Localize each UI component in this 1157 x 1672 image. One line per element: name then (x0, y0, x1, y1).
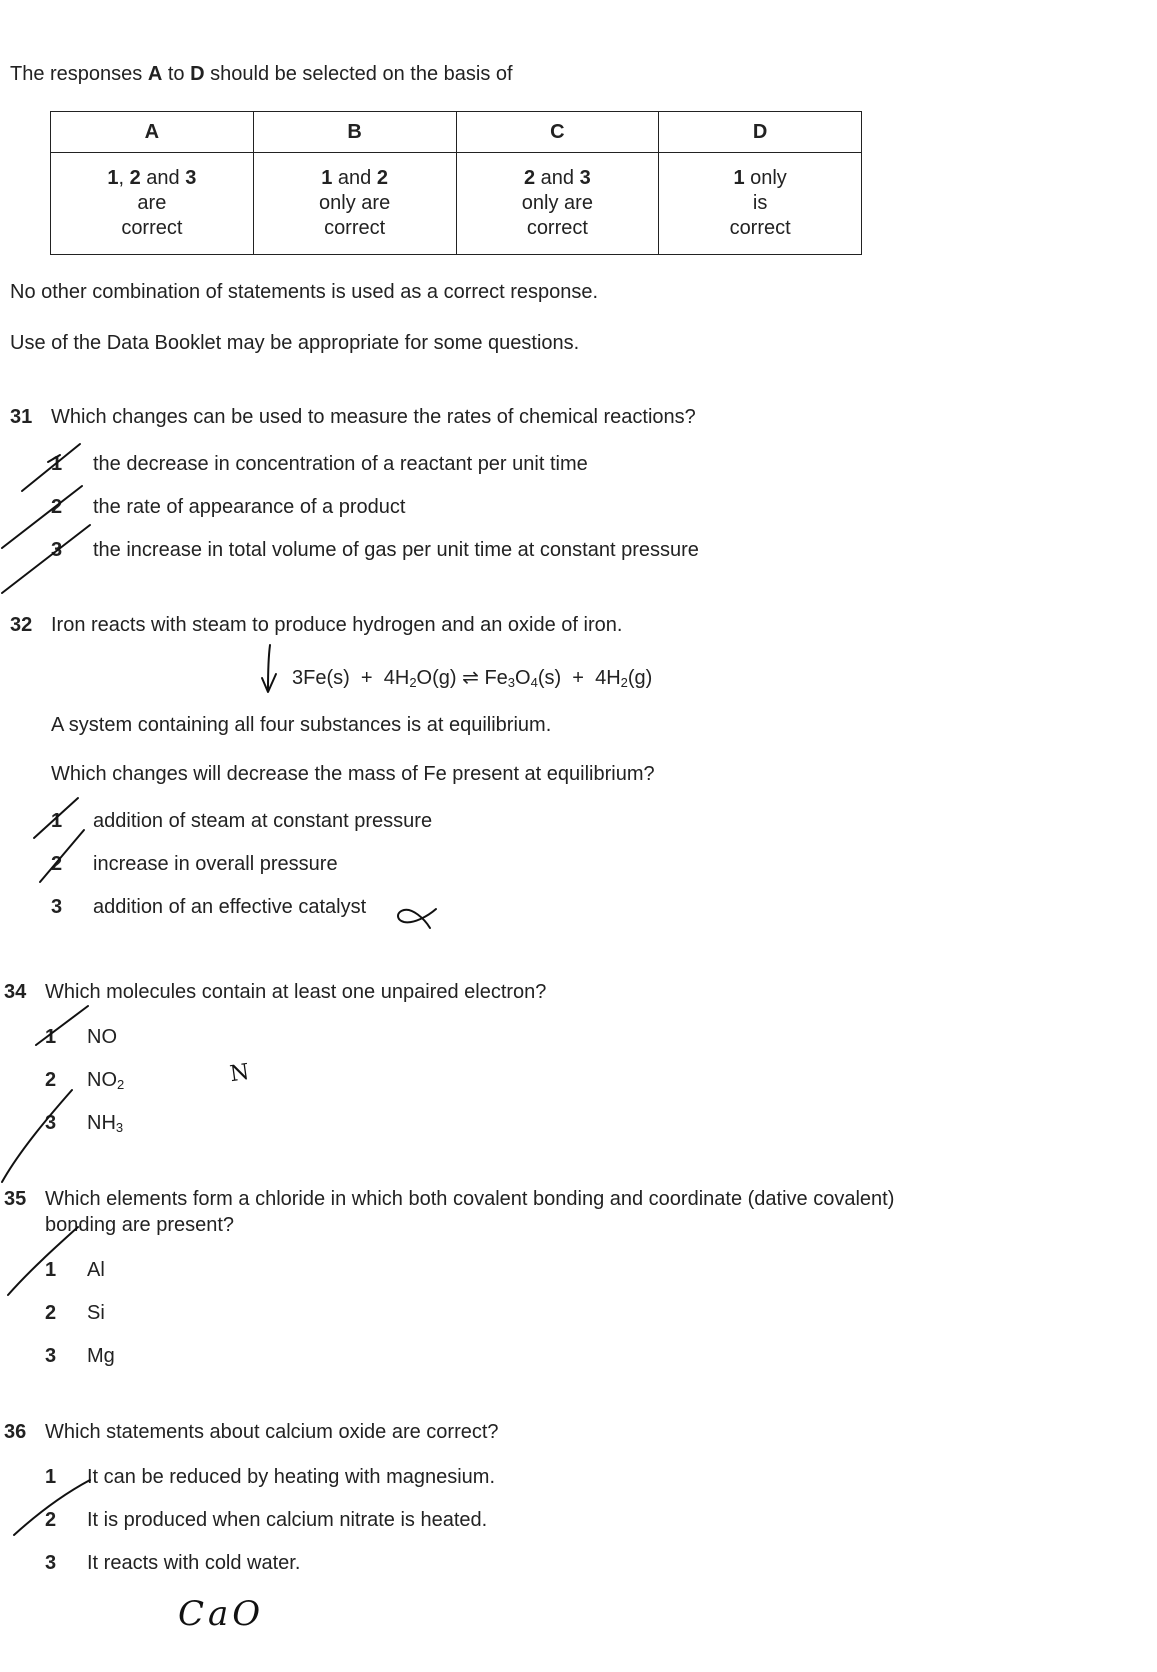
q36-option-1-number: 1 (45, 1466, 57, 1488)
q32-option-2-number: 2 (51, 853, 63, 875)
tick-mark-icon (2, 486, 82, 548)
intro-text-1: The responses (10, 63, 143, 85)
tick-mark-icon (40, 830, 84, 882)
tick-mark-icon (2, 1090, 72, 1182)
q34-option-3-number: 3 (45, 1112, 57, 1134)
key-header-a: A (51, 112, 254, 153)
q31-option-2-number: 2 (51, 496, 63, 518)
q35-option-2-text: Si (87, 1302, 105, 1324)
q31-option-2-text: the rate of appearance of a product (93, 496, 406, 518)
q32-option-1-text: addition of steam at constant pressure (93, 810, 433, 832)
q31-question: Which changes can be used to measure the rates of chemical reactions? (51, 406, 696, 428)
q35-question-line-1: Which elements form a chloride in which both covalent bonding and coordinate (dative covalent) (45, 1188, 895, 1210)
q36-option-1-text: It can be reduced by heating with magnesium. (87, 1466, 496, 1488)
q35-option-1-number: 1 (45, 1259, 57, 1281)
q34-question: Which molecules contain at least one unpaired electron? (45, 981, 547, 1003)
q31-option-1-number: 1 (51, 453, 63, 475)
q35-option-3-number: 3 (45, 1345, 57, 1367)
q35-option-3-text: Mg (87, 1345, 115, 1367)
q34-number: 34 (4, 981, 27, 1003)
equilibrium-arrow-icon: ⇌ (462, 667, 479, 689)
q35-option-1-text: Al (87, 1259, 105, 1281)
intro-letter-a: A (147, 63, 163, 85)
intro-letter-d: D (190, 63, 205, 85)
note-combination: No other combination of statements is used as a correct response. (10, 281, 599, 303)
key-header-d: D (659, 112, 862, 153)
q36-question: Which statements about calcium oxide are correct? (45, 1421, 499, 1443)
q32-number: 32 (10, 614, 33, 636)
intro-text-2: to (167, 63, 185, 85)
q35-number: 35 (4, 1188, 27, 1210)
q32-equation: $3Fe(s) + 4H_2O(g)$ ⇌ $Fe_3O_4(s) + 4H_2(g)$ (292, 667, 653, 690)
down-arrow-icon (268, 645, 270, 690)
handwritten-n-note: N (228, 1059, 251, 1088)
tick-mark-icon (8, 1227, 78, 1295)
intro-text-3: should be selected on the basis of (210, 63, 513, 85)
q36-option-2-text: It is produced when calcium nitrate is heated. (87, 1509, 488, 1531)
q32-statement: A system containing all four substances is at equilibrium. (51, 714, 552, 736)
tick-mark-icon (2, 525, 90, 593)
tick-mark-icon (36, 1006, 88, 1045)
q32-option-2-text: increase in overall pressure (93, 853, 338, 875)
q34-option-1-text: NO (87, 1026, 117, 1048)
key-cell-c: 2 and 3 only are correct (456, 153, 659, 255)
handwritten-cao-note: CaO (178, 1594, 265, 1634)
q34-option-2-number: 2 (45, 1069, 57, 1091)
key-cell-b: 1 and 2 only are correct (253, 153, 456, 255)
key-cell-a: 1, 2 and 3 are correct (51, 153, 254, 255)
key-header-c: C (456, 112, 659, 153)
q35-option-2-number: 2 (45, 1302, 57, 1324)
q32-question: Iron reacts with steam to produce hydrogen and an oxide of iron. (51, 614, 623, 636)
key-cell-d: 1 only is correct (659, 153, 862, 255)
note-data-booklet: Use of the Data Booklet may be appropriate for some questions. (10, 332, 580, 354)
tick-mark-icon (14, 1480, 90, 1535)
q31-option-1-text: the decrease in concentration of a reactant per unit time (93, 453, 588, 475)
q34-option-3-text: $NH_3$ (87, 1112, 124, 1135)
q32-option-3-number: 3 (51, 896, 63, 918)
q36-option-2-number: 2 (45, 1509, 57, 1531)
q31-option-3-text: the increase in total volume of gas per unit time at constant pressure (93, 539, 699, 561)
q32-question-2: Which changes will decrease the mass of Fe present at equilibrium? (51, 763, 655, 785)
q34-option-2-text: $NO_2$ (87, 1069, 125, 1092)
q36-number: 36 (4, 1421, 27, 1443)
tick-mark-icon (34, 798, 78, 838)
q36-option-3-number: 3 (45, 1552, 57, 1574)
q31-number: 31 (10, 406, 33, 428)
q36-option-3-text: It reacts with cold water. (87, 1552, 301, 1574)
alpha-mark-icon (398, 909, 436, 928)
q35-question-line-2: bonding are present? (45, 1214, 235, 1236)
tick-mark-icon (22, 444, 80, 491)
q31-option-3-number: 3 (51, 539, 63, 561)
q32-option-1-number: 1 (51, 810, 63, 832)
q34-option-1-number: 1 (45, 1026, 57, 1048)
key-header-b: B (253, 112, 456, 153)
q32-option-3-text: addition of an effective catalyst (93, 896, 367, 918)
